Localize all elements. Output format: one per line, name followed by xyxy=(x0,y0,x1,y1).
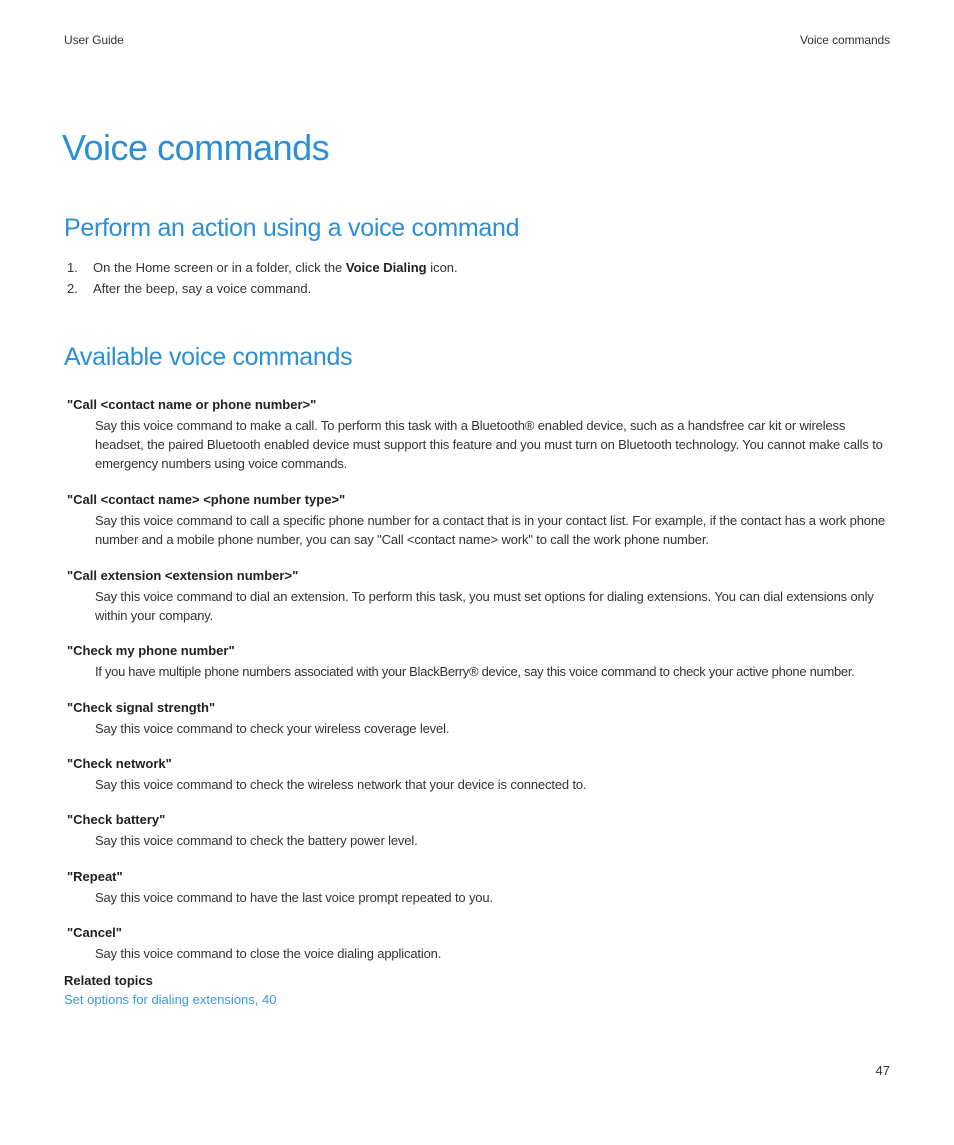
command-description: Say this voice command to make a call. To perform this task with a Bluetooth® enabled device, such as a handsfree car kit or wireless headset, the paired Bluetooth enabled device must support this feature and you must turn on Bluetooth technology. You cannot make calls to emergency numbers using voice commands. xyxy=(95,418,883,471)
command-title: "Cancel" xyxy=(67,925,122,940)
command-entry xyxy=(67,491,893,567)
command-description: Say this voice command to have the last voice prompt repeated to you. xyxy=(95,890,493,905)
command-title: "Call extension <extension number>" xyxy=(67,568,299,583)
command-description: If you have multiple phone numbers associated with your BlackBerry® device, say this voice command to check your active phone number. xyxy=(95,664,855,679)
command-entry xyxy=(67,642,893,699)
steps-list xyxy=(64,259,890,301)
command-entry xyxy=(67,567,893,642)
running-header-right: Voice commands xyxy=(800,33,890,47)
command-description: Say this voice command to dial an extension. To perform this task, you must set options for dialing extensions. You can dial extensions only within your company. xyxy=(95,589,874,623)
step-number: 2. xyxy=(67,281,78,296)
section-heading-perform-action: Perform an action using a voice command xyxy=(64,214,520,242)
command-entry xyxy=(67,868,893,924)
running-header-left: User Guide xyxy=(64,33,124,47)
command-entry xyxy=(67,396,893,491)
command-description: Say this voice command to call a specific phone number for a contact that is in your contact list. For example, if the contact has a work phone number and a mobile phone number, you can say "Call <contact name> work" to call the work phone number. xyxy=(95,513,886,547)
command-title: "Check network" xyxy=(67,756,172,771)
page-title: Voice commands xyxy=(62,127,330,168)
command-entry xyxy=(67,924,893,963)
ui-term: Voice Dialing xyxy=(345,260,427,275)
step-item xyxy=(64,259,890,280)
command-title: "Call <contact name> <phone number type>" xyxy=(67,492,346,507)
step-number: 1. xyxy=(67,260,78,275)
step-text: After the beep, say a voice command. xyxy=(93,281,312,296)
command-title: "Check battery" xyxy=(67,812,166,827)
related-topic-link[interactable]: Set options for dialing extensions, 40 xyxy=(64,992,277,1007)
command-description: Say this voice command to check your wireless coverage level. xyxy=(95,721,450,736)
command-title: "Call <contact name or phone number>" xyxy=(67,397,317,412)
section-heading-available-commands: Available voice commands xyxy=(64,343,353,371)
command-description: Say this voice command to close the voice dialing application. xyxy=(95,946,442,961)
command-entry xyxy=(67,811,893,868)
step-item xyxy=(64,280,890,301)
step-text: On the Home screen or in a folder, click the Voice Dialing icon. xyxy=(93,260,458,275)
command-entry xyxy=(67,699,893,755)
command-description: Say this voice command to check the wireless network that your device is connected to. xyxy=(95,777,587,792)
command-title: "Repeat" xyxy=(67,869,123,884)
related-topics-heading: Related topics xyxy=(64,973,153,988)
command-title: "Check signal strength" xyxy=(67,700,216,715)
commands-list xyxy=(67,396,893,963)
command-description: Say this voice command to check the battery power level. xyxy=(95,833,418,848)
page-number: 47 xyxy=(875,1063,890,1078)
command-entry xyxy=(67,755,893,811)
command-title: "Check my phone number" xyxy=(67,643,235,658)
